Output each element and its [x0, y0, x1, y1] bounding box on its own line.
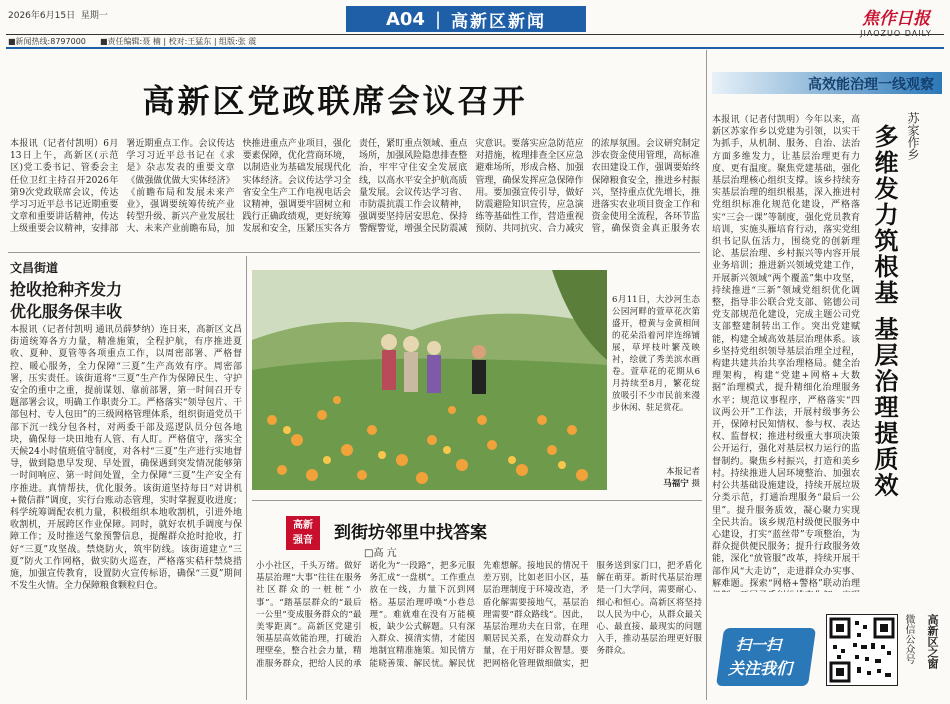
lead-body: 本报讯（记者付凯明）6月13日上午，高新区(示范区)党工委书记、管委会主任位卫红主持召开2026年第9次党政联席会议，传达学习习近平总书记近期重要文章和重要讲话精神，传达上级重要会议精神，安排部署近期重点工作。会议传达学习习近平总书记在《求是》杂志发表的重要文章《做强做优做大实体经济》《前瞻布局和发展未来产业》，强调要统筹传统产业转型升级、新兴产业发展壮大、未来产业前瞻布局，加快推进重点产业项目，强化要素保障，优化营商环境，以制造业为基础发展现代化实体经济。会议传达学习全省安全生产工作电视电话会议精神，强调要牢固树立和践行正确政绩观，更好统筹发展和安全，压紧压实各方责任，紧盯重点领域、重点场所，加强风险隐患排查整治，牢牢守住安全发展底线，以高水平安全护航高质量发展。会议传达学习省、市防震抗震工作会议精神，强调要坚持居安思危、保持警醒警觉，增强全民防震减灾意识。要落实应急防范应对措施，梳理排查全区应急避难场所，形成合格、加强管理，确保发挥应急保障作用。要加强宣传引导，做好防震避险知识宣传，应急演练等基础性工作，营造重视预防、共同抗灾、合力减灾的浓厚氛围。会议研究制定涉农资金使用管理，高标准农田建设工作，强调要始终保障粮食安全，推进乡村振兴，坚持重点优先增长，推进落实农业项目资金工作和资金使用全流程，各环节监管，确保资金真正服务农 — [10, 139, 700, 235]
column-body: 小小社区，千头万绪。做好基层治理“大事”往往在服务社区群众的一桩桩“小事”。“踏基层群众的“最后一公里”变成服务群众的“最美零距离”。高新区党建引领基层高效能治理，打破治理壁垒，整合社会力量，精准服务群众，把给人民的承诺化为“一段路”，把多元服务汇成“一盘棋”。工作重点放在一线，力量下沉到网格。基层治理呼唤“小巷总理”。难就难在没有万能模板，缺少公式解题。只有深入群众、摸清实情，才能因地制宜精准施策。知民情方能晓善策、解民忧。解民忧先难想解。接地民的情况千差万别，比如老旧小区，基层治理制度于环境改造，矛盾化解需要接地气，基层治理需要“群众路线”。因此，基层治理功夫在日常，在理顺居民关系，在发动群众力量，在于用好群众智慧。要把网格化管理做细做实，把服务送到家门口，把矛盾化解在萌芽。新时代基层治理是一门大学问，需要耐心、细心和恒心。高新区将坚持以人民为中心，从群众最关心、最直接、最现实的问题入手，推动基层治理更好服务群众。 — [256, 561, 702, 669]
column-badge-line2: 强音 — [293, 535, 313, 546]
photo-credit-action: 摄 — [691, 479, 700, 489]
column-headline: 到街坊邻里中找答案 — [334, 523, 487, 543]
lead-headline: 高新区党政联席会议召开 — [142, 82, 528, 120]
right-kicker: 苏家作乡 — [906, 112, 920, 160]
promo-scan — [714, 606, 818, 698]
banner-title: 高效能治理一线观察 — [808, 77, 934, 93]
section-name: 高新区新闻 — [451, 11, 547, 32]
left-kicker: 文昌街道 — [10, 261, 59, 275]
photo-credit — [612, 466, 700, 490]
left-headline-2: 优化服务保丰收 — [10, 302, 123, 321]
page-number: A04 — [385, 8, 425, 30]
photo-credit-name: 马福宁 — [663, 479, 689, 489]
paper-logo — [848, 4, 944, 38]
promo-wechat: 微信公众号 — [903, 614, 914, 664]
promo-line1: 扫一扫 — [736, 636, 782, 654]
right-body: 本报讯（记者付凯明）今年以来，高新区苏家作乡以党建为引领，以实干为抓手，从机制、服务、自治、法治方面多维发力，让基层治理更有力度、更有温度。聚焦党建基础，强化基层治理核心组织支撑。该乡持续夯实基层治理的组织根基，深入推进村党组织标准化规范化建设，严格落实“三会一课”等制度，强化党员教育培训，实施头雁培育行动，落实党组织书记队伍活力，围绕党的创新理论、基层治理、乡村振兴等内容开展业务培训；推进新兴领域党建工作，开展新兴领域“两个覆盖”集中攻坚，持续推进“三新”领域党组织优化调整，指导非公联合党支部、铭德公司党支部规范化建设，完成主题公司党支部整建制转出工作。突出党建赋能，构建全域高效基层治理体系。该乡坚持党组织领导基层治理全过程，构建共建共治共享治理格局。健全治理架构，构建“党建+网格+大数据”治理模式，提升精细化治理服务水平；规范议事程序，严格落实“四议两公开”工作法，开展村级事务公开，保障村民知情权、参与权、表达权、监督权；推进村级重大事项决策公开运行，强化对基层权力运行的监督制约。聚焦乡村振兴，打造和美乡村。持续推进人居环境整治、加强农村公共基础设施建设，持续开展垃圾分类示范，打通治理服务“最后一公里”。提升服务质效，凝心聚力实现全民共治。该乡规范村级便民服务中心建设，打实“蓝丝带”专项整治，为群众提供便民服务；提升行政服务效能，深化“放管服”改革，持续开展干部作风“大走访”，走进群众办实事、解难题。探索“网格+警格”联动治理 — [712, 115, 860, 589]
photo-illustration — [252, 270, 607, 490]
left-headline-1: 抢收抢种齐发力 — [10, 280, 123, 299]
column-badge-line1: 高新 — [293, 520, 313, 531]
issue-date: 2026年6月15日 星期一 — [8, 11, 108, 21]
promo-line2: 关注我们 — [728, 659, 793, 678]
editors: ■责任编辑:聂 楠 | 校对:王猛东 | 组版:张 震 — [100, 37, 257, 46]
column-badge — [286, 516, 320, 550]
photo-caption: 6月11日，大沙河生态公园河畔的萱草花次第盛开，橙黄与金黄相间的花朵沿着河岸连绵铺展，草坪枝叶繁茂映衬，绘就了秀美滨水画卷。萱草花的花期从6月持续至8月，繁花绽放吸引不少市民前来漫步休闲、驻足赏花。 — [612, 295, 700, 413]
section-banner — [712, 72, 942, 94]
promo-area: 高新区之窗 — [926, 614, 939, 669]
left-body: 本报讯（记者付凯明 通讯员薛梦纳）连日来，高新区文昌街道统筹各方力量，精准施策，全程护航，有序推进夏收、夏种、夏管等各项重点工作，以周密部署、严格督控、暖心服务，全力保障“三夏”生产高效有序。周密部署，压实责任。该街道将“三夏”生产作为保障民生、守护安全的重中之重，提前谋划、靠前部署，第一时间召开专题部署会议，明确工作职责分工。严格落实“领导包片、干部包村、专人包田”的三级网格管理体系，组织街道党员干部下沉一线分包各村，对两委干部及巡逻队员分包各地块，确保每一块田地有人管、有人盯。严格值守，落实全天候24小时值班值守制度，对各村“三夏”生产进行实地督导，做到隐患早发现、早处置，确保遇到突发情况能够第一时间响应、第一时间处置，全力保障“三夏”生产安全有序推进。真情帮扶，优化服务。该街道坚持每日“对讲机+微信群”调度，实行台账动态管理，实时掌握夏收进度；科学统筹调配农机力量，积极组织本地收割机，引进外地收割机，开展跨区作业保障。同时，就好农机手调度与保障工作；及时推送气象预警信息，提醒群众抢时抢收，打好“三夏”攻坚战。禁烧防火，筑牢防线。该街道建立“三夏”防火工作网格，做实防火巡查，严格落实秸秆禁烧措施，加强宣传教育，设置防火宣传标语，确保“三夏”期间不发生火情。全力保障粮食颗粒归仓。 — [10, 325, 242, 592]
qr-code-graphic — [827, 615, 897, 685]
column-byline: □高 亢 — [364, 548, 397, 559]
hotline: ■新闻热线:8797000 — [8, 37, 86, 46]
paper-name: 焦作日报 — [862, 9, 930, 29]
right-headline: 多维发力筑根基 基层治理提质效 — [870, 124, 899, 499]
qr-code[interactable] — [826, 614, 898, 686]
photo-credit-label: 本报记者 — [665, 467, 700, 477]
photo-daylilies — [252, 270, 607, 490]
page-banner: A04 | 高新区新闻 — [346, 6, 586, 32]
